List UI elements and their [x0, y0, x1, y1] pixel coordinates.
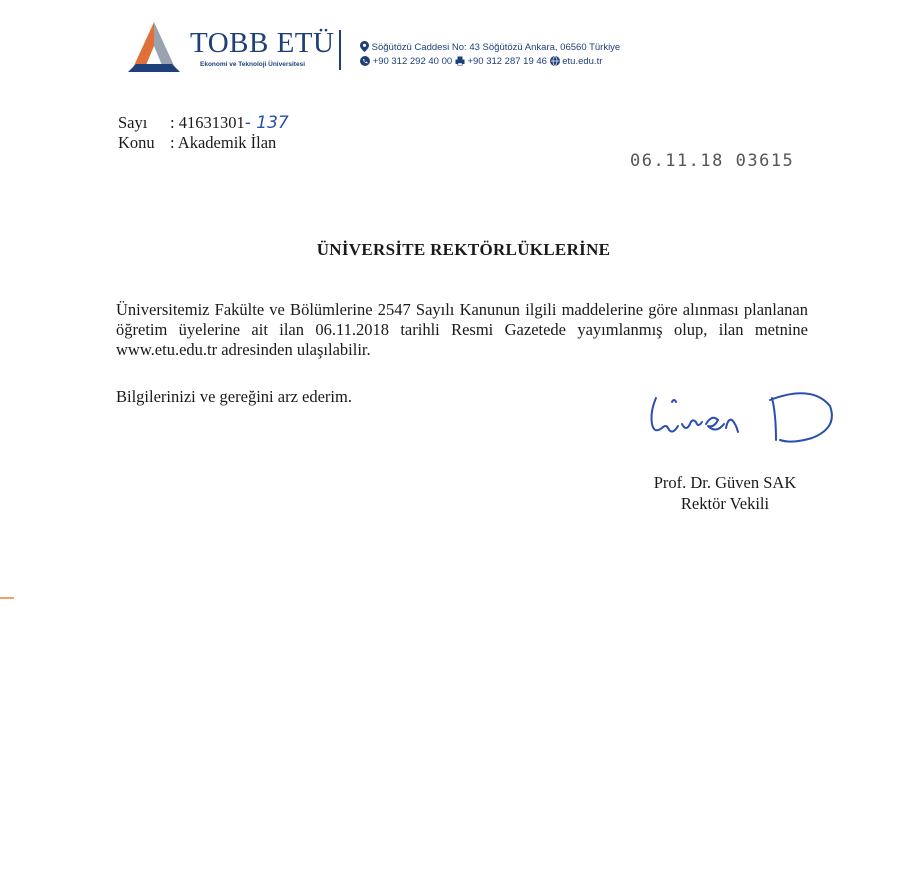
page-edge-mark — [0, 597, 14, 599]
body-paragraph: Üniversitemiz Fakülte ve Bölümlerine 2547 Sayılı Kanunun ilgili maddelerine göre alınması planlanan öğretim üyelerine ait ilan 06.11.2018 tarihli Resmi Gazetede yayımlanmış olup, ilan metnine www.etu.edu.tr adresinden ulaşılabilir. — [116, 300, 808, 359]
signatory-name: Prof. Dr. Güven SAK — [653, 473, 797, 492]
konu-value: : Akademik İlan — [170, 133, 277, 152]
fax-icon — [455, 56, 465, 66]
signatory-title: Rektör Vekili — [680, 494, 770, 513]
fax-text: +90 312 287 19 46 — [467, 56, 547, 67]
university-logo-icon — [124, 20, 184, 74]
phone-icon — [360, 56, 370, 66]
sayi-label: Sayı — [118, 113, 148, 132]
sayi-handwritten-number: - 137 — [244, 113, 289, 133]
sayi-number: : 41631301 — [170, 113, 245, 132]
closing-line: Bilgilerinizi ve gereğini arz ederim. — [116, 387, 352, 406]
globe-icon — [550, 56, 560, 66]
contact-line — [360, 56, 602, 67]
website-text: etu.edu.tr — [562, 56, 603, 67]
letterhead-divider — [339, 30, 341, 70]
date-stamp: 06.11.18 03615 — [630, 151, 795, 171]
location-pin-icon — [360, 41, 369, 52]
phone-text: +90 312 292 40 00 — [372, 56, 453, 67]
konu-label: Konu — [118, 133, 155, 152]
address-text: Söğütözü Caddesi No: 43 Söğütözü Ankara, 06560 Türkiye — [371, 42, 621, 53]
sayi-value — [170, 113, 289, 133]
page-title: ÜNİVERSİTE REKTÖRLÜKLERİNE — [316, 240, 611, 259]
address-line — [360, 41, 620, 53]
university-name: TOBB ETÜ — [190, 27, 335, 59]
handwritten-signature — [642, 384, 838, 456]
university-subtitle: Ekonomi ve Teknoloji Üniversitesi — [200, 61, 305, 68]
